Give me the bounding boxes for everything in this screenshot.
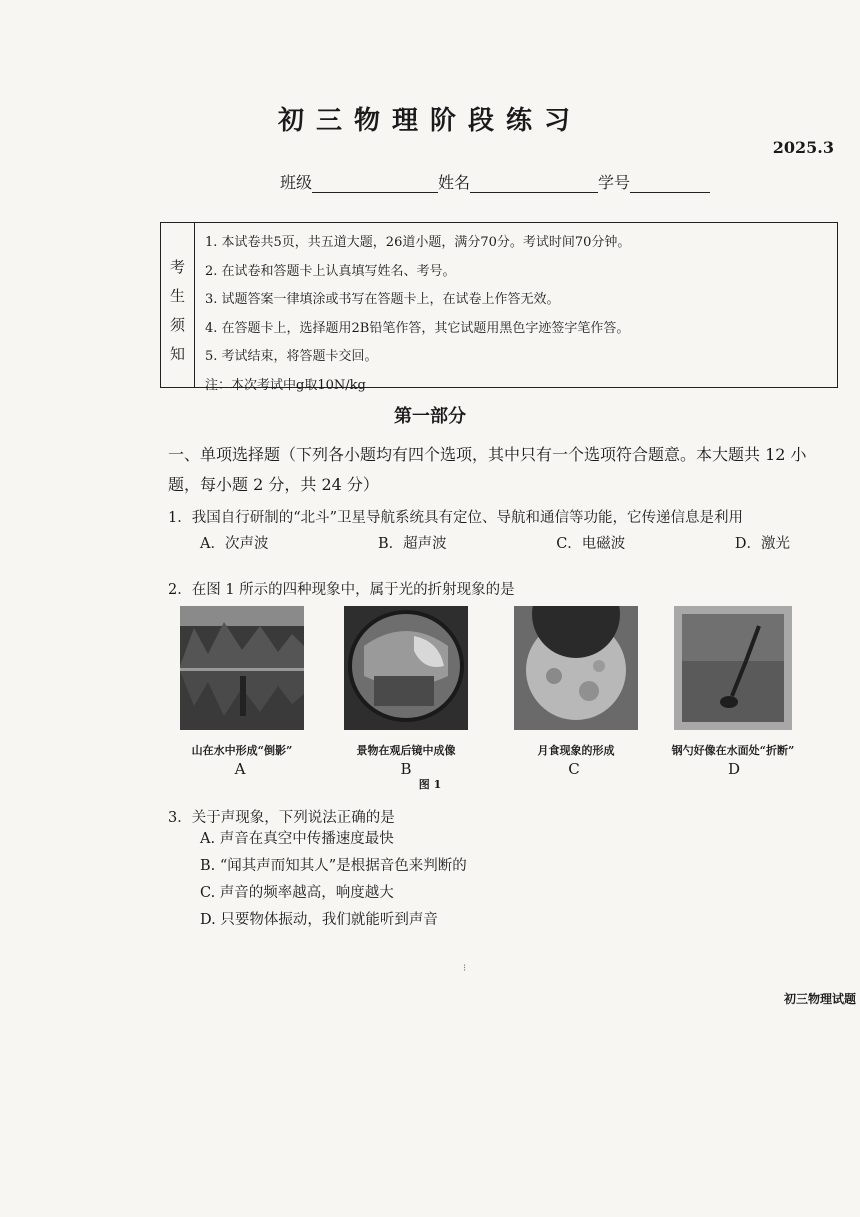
- section-title: 第一部分: [394, 406, 466, 427]
- class-label: 班级: [280, 173, 313, 192]
- question-2-stem: 2．在图 1 所示的四种现象中，属于光的折射现象的是: [168, 582, 515, 598]
- figure-label: 图 1: [418, 778, 442, 791]
- figure-letter-b: B: [400, 760, 412, 778]
- figure-caption-b: 景物在观后镜中成像: [356, 744, 456, 757]
- option-b: B．超声波: [378, 536, 447, 552]
- page-footer: 初三物理试题: [783, 992, 856, 1006]
- class-blank: [312, 174, 438, 193]
- notice-item: 1. 本试卷共5页，共五道大题，26道小题，满分70分。考试时间70分钟。: [205, 235, 631, 250]
- option-d: D．激光: [734, 536, 790, 552]
- figure-letter-a: A: [234, 760, 246, 778]
- id-label: 学号: [598, 173, 631, 192]
- notice-side-char: 考: [169, 258, 185, 276]
- notice-note: 注：本次考试中g取10N/kg: [205, 377, 366, 393]
- option-a: A. 声音在真空中传播速度最快: [200, 831, 394, 847]
- figure-caption-a: 山在水中形成“倒影”: [191, 744, 293, 757]
- photo-bent-spoon: [674, 606, 792, 730]
- option-a: A．次声波: [200, 536, 269, 552]
- student-info-line: [280, 170, 710, 193]
- photo-rearview-mirror: [344, 606, 468, 730]
- name-blank: [470, 174, 598, 193]
- option-d: D. 只要物体振动，我们就能听到声音: [200, 912, 438, 928]
- notice-side-char: 生: [169, 287, 185, 305]
- figure-letter-d: D: [727, 760, 741, 778]
- part-one-instructions: 一、单项选择题（下列各小题均有四个选项，其中只有一个选项符合题意。本大题共 12 小题，每小题 2 分，共 24 分）: [168, 445, 807, 494]
- page-title: 初三物理阶段练习: [277, 106, 582, 136]
- name-label: 姓名: [438, 173, 471, 192]
- notice-side-char: 须: [169, 316, 185, 334]
- scan-speck: ⁝: [463, 963, 467, 974]
- figure-letter-c: C: [568, 760, 580, 778]
- id-blank: [630, 174, 710, 193]
- option-b: B. “闻其声而知其人”是根据音色来判断的: [200, 858, 467, 874]
- photo-lunar-eclipse: [514, 606, 638, 730]
- option-c: C. 声音的频率越高，响度越大: [200, 885, 394, 901]
- notice-item: 3. 试题答案一律填涂或书写在答题卡上，在试卷上作答无效。: [205, 292, 560, 308]
- notice-side-char: 知: [169, 345, 185, 363]
- notice-side-title: [161, 223, 195, 387]
- question-3-stem: 3．关于声现象，下列说法正确的是: [168, 810, 395, 826]
- photo-mountain-reflection: [180, 606, 304, 730]
- notice-items: [205, 229, 831, 401]
- notice-item: 5. 考试结束，将答题卡交回。: [205, 349, 378, 365]
- option-c: C．电磁波: [556, 536, 626, 552]
- notice-item: 4. 在答题卡上，选择题用2B铅笔作答，其它试题用黑色字迹签字笔作答。: [205, 320, 630, 336]
- figure-caption-c: 月食现象的形成: [537, 744, 615, 757]
- question-3-options: [200, 826, 467, 934]
- question-1-options: [200, 532, 790, 553]
- figure-caption-d: 钢勺好像在水面处“折断”: [671, 744, 795, 757]
- notice-item: 2. 在试卷和答题卡上认真填写姓名、考号。: [205, 263, 456, 279]
- exam-date: 2025.3: [772, 138, 834, 157]
- exam-notice-box: [160, 222, 838, 393]
- question-1-stem: 1．我国自行研制的“北斗”卫星导航系统具有定位、导航和通信等功能，它传递信息是利用: [168, 510, 744, 526]
